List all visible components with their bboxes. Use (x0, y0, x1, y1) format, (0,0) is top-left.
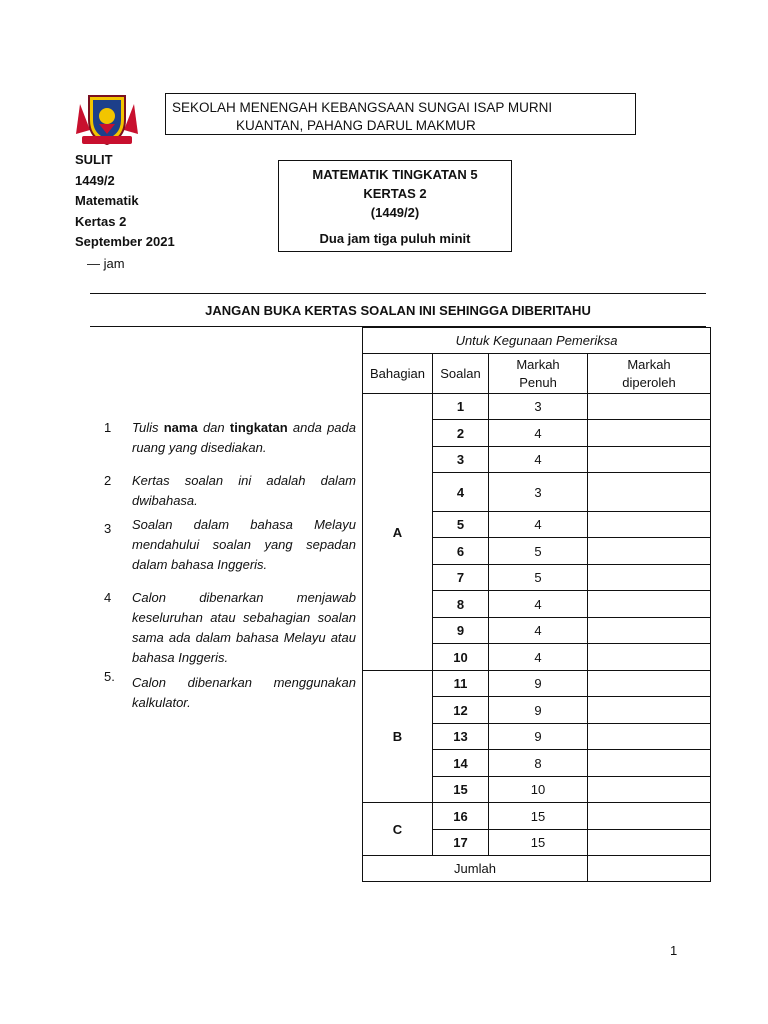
subject-name: Matematik (75, 193, 139, 208)
instruction-item (104, 515, 356, 575)
question-number: 11 (433, 671, 489, 697)
jam-label: — jam (87, 256, 125, 271)
obtained-marks-cell (588, 447, 711, 473)
header-markah-diperoleh: Markah diperoleh (588, 354, 711, 394)
question-number: 3 (433, 447, 489, 473)
question-number: 2 (433, 420, 489, 447)
instruction-number: 2 (104, 473, 112, 488)
instruction-text: Soalan dalam bahasa Melayu mendahului soalan yang sepadan dalam bahasa Inggeris. (132, 517, 356, 572)
table-row (363, 394, 711, 420)
exam-title-box (278, 160, 512, 252)
full-marks: 5 (489, 538, 588, 565)
instruction-number: 3 (104, 521, 112, 536)
full-marks: 9 (489, 724, 588, 750)
full-marks: 15 (489, 830, 588, 856)
instruction-number: 5. (104, 669, 115, 684)
school-crest-logo (72, 90, 142, 150)
full-marks: 9 (489, 697, 588, 724)
examiner-marks-table (362, 327, 711, 882)
warning-text: JANGAN BUKA KERTAS SOALAN INI SEHINGGA DIBERITAHU (205, 303, 591, 318)
instruction-text: Kertas soalan ini adalah dalam dwibahasa. (132, 473, 356, 508)
obtained-marks-cell (588, 618, 711, 644)
full-marks: 9 (489, 671, 588, 697)
instruction-item (104, 588, 356, 668)
full-marks: 3 (489, 473, 588, 512)
exam-title-paper: KERTAS 2 (363, 186, 427, 201)
total-row (363, 856, 711, 882)
header-bahagian: Bahagian (363, 354, 433, 394)
full-marks: 15 (489, 803, 588, 830)
school-location: KUANTAN, PAHANG DARUL MAKMUR (236, 118, 476, 133)
full-marks: 4 (489, 420, 588, 447)
table-row (363, 803, 711, 830)
full-marks: 4 (489, 644, 588, 671)
paper-code: 1449/2 (75, 172, 115, 188)
obtained-marks-cell (588, 394, 711, 420)
question-number: 9 (433, 618, 489, 644)
exam-title-subject: MATEMATIK TINGKATAN 5 (312, 167, 478, 182)
obtained-marks-cell (588, 724, 711, 750)
divider-top (90, 293, 706, 294)
obtained-marks-cell (588, 538, 711, 565)
section-c: C (363, 803, 433, 856)
full-marks: 4 (489, 512, 588, 538)
paper-number: Kertas 2 (75, 213, 127, 229)
question-number: 4 (433, 473, 489, 512)
exam-duration: Dua jam tiga puluh minit (319, 231, 471, 246)
instruction-number: 4 (104, 590, 112, 605)
exam-date: September 2021 (75, 234, 175, 249)
question-number: 8 (433, 591, 489, 618)
full-marks: 3 (489, 394, 588, 420)
obtained-marks-cell (588, 473, 711, 512)
exam-title-code: (1449/2) (370, 205, 420, 220)
total-obtained-cell (588, 856, 711, 882)
question-number: 15 (433, 777, 489, 803)
instruction-text: Calon dibenarkan menggunakan kalkulator. (132, 675, 356, 710)
instruction-item (104, 418, 356, 458)
school-name: SEKOLAH MENENGAH KEBANGSAAN SUNGAI ISAP MURNI (172, 100, 553, 115)
full-marks: 4 (489, 447, 588, 473)
obtained-marks-cell (588, 644, 711, 671)
section-b: B (363, 671, 433, 803)
total-label: Jumlah (363, 856, 588, 882)
full-marks: 5 (489, 565, 588, 591)
full-marks: 8 (489, 750, 588, 777)
question-number: 16 (433, 803, 489, 830)
obtained-marks-cell (588, 803, 711, 830)
full-marks: 4 (489, 591, 588, 618)
obtained-marks-cell (588, 830, 711, 856)
question-number: 17 (433, 830, 489, 856)
paper-meta (75, 150, 175, 253)
table-row (363, 671, 711, 697)
instruction-item (104, 667, 356, 717)
header-soalan: Soalan (433, 354, 489, 394)
school-name-box (165, 93, 636, 135)
instruction-text: Calon dibenarkan menjawab keseluruhan atau sebahagian soalan sama ada dalam bahasa Melayu atau bahasa Inggeris. (132, 590, 356, 665)
obtained-marks-cell (588, 565, 711, 591)
question-number: 10 (433, 644, 489, 671)
question-number: 13 (433, 724, 489, 750)
instruction-text: Tulis nama dan tingkatan anda pada ruang yang disediakan. (132, 420, 356, 455)
header-markah-penuh: Markah Penuh (489, 354, 588, 394)
question-number: 14 (433, 750, 489, 777)
obtained-marks-cell (588, 777, 711, 803)
question-number: 5 (433, 512, 489, 538)
question-number: 12 (433, 697, 489, 724)
instruction-item (104, 471, 356, 511)
page-number: 1 (670, 943, 678, 958)
obtained-marks-cell (588, 591, 711, 618)
obtained-marks-cell (588, 750, 711, 777)
section-a: A (363, 394, 433, 671)
question-number: 6 (433, 538, 489, 565)
question-number: 7 (433, 565, 489, 591)
instruction-number: 1 (104, 420, 112, 435)
sulit-label: SULIT (75, 152, 113, 167)
full-marks: 10 (489, 777, 588, 803)
obtained-marks-cell (588, 671, 711, 697)
obtained-marks-cell (588, 512, 711, 538)
question-number: 1 (433, 394, 489, 420)
table-caption: Untuk Kegunaan Pemeriksa (363, 328, 711, 354)
full-marks: 4 (489, 618, 588, 644)
obtained-marks-cell (588, 697, 711, 724)
obtained-marks-cell (588, 420, 711, 447)
